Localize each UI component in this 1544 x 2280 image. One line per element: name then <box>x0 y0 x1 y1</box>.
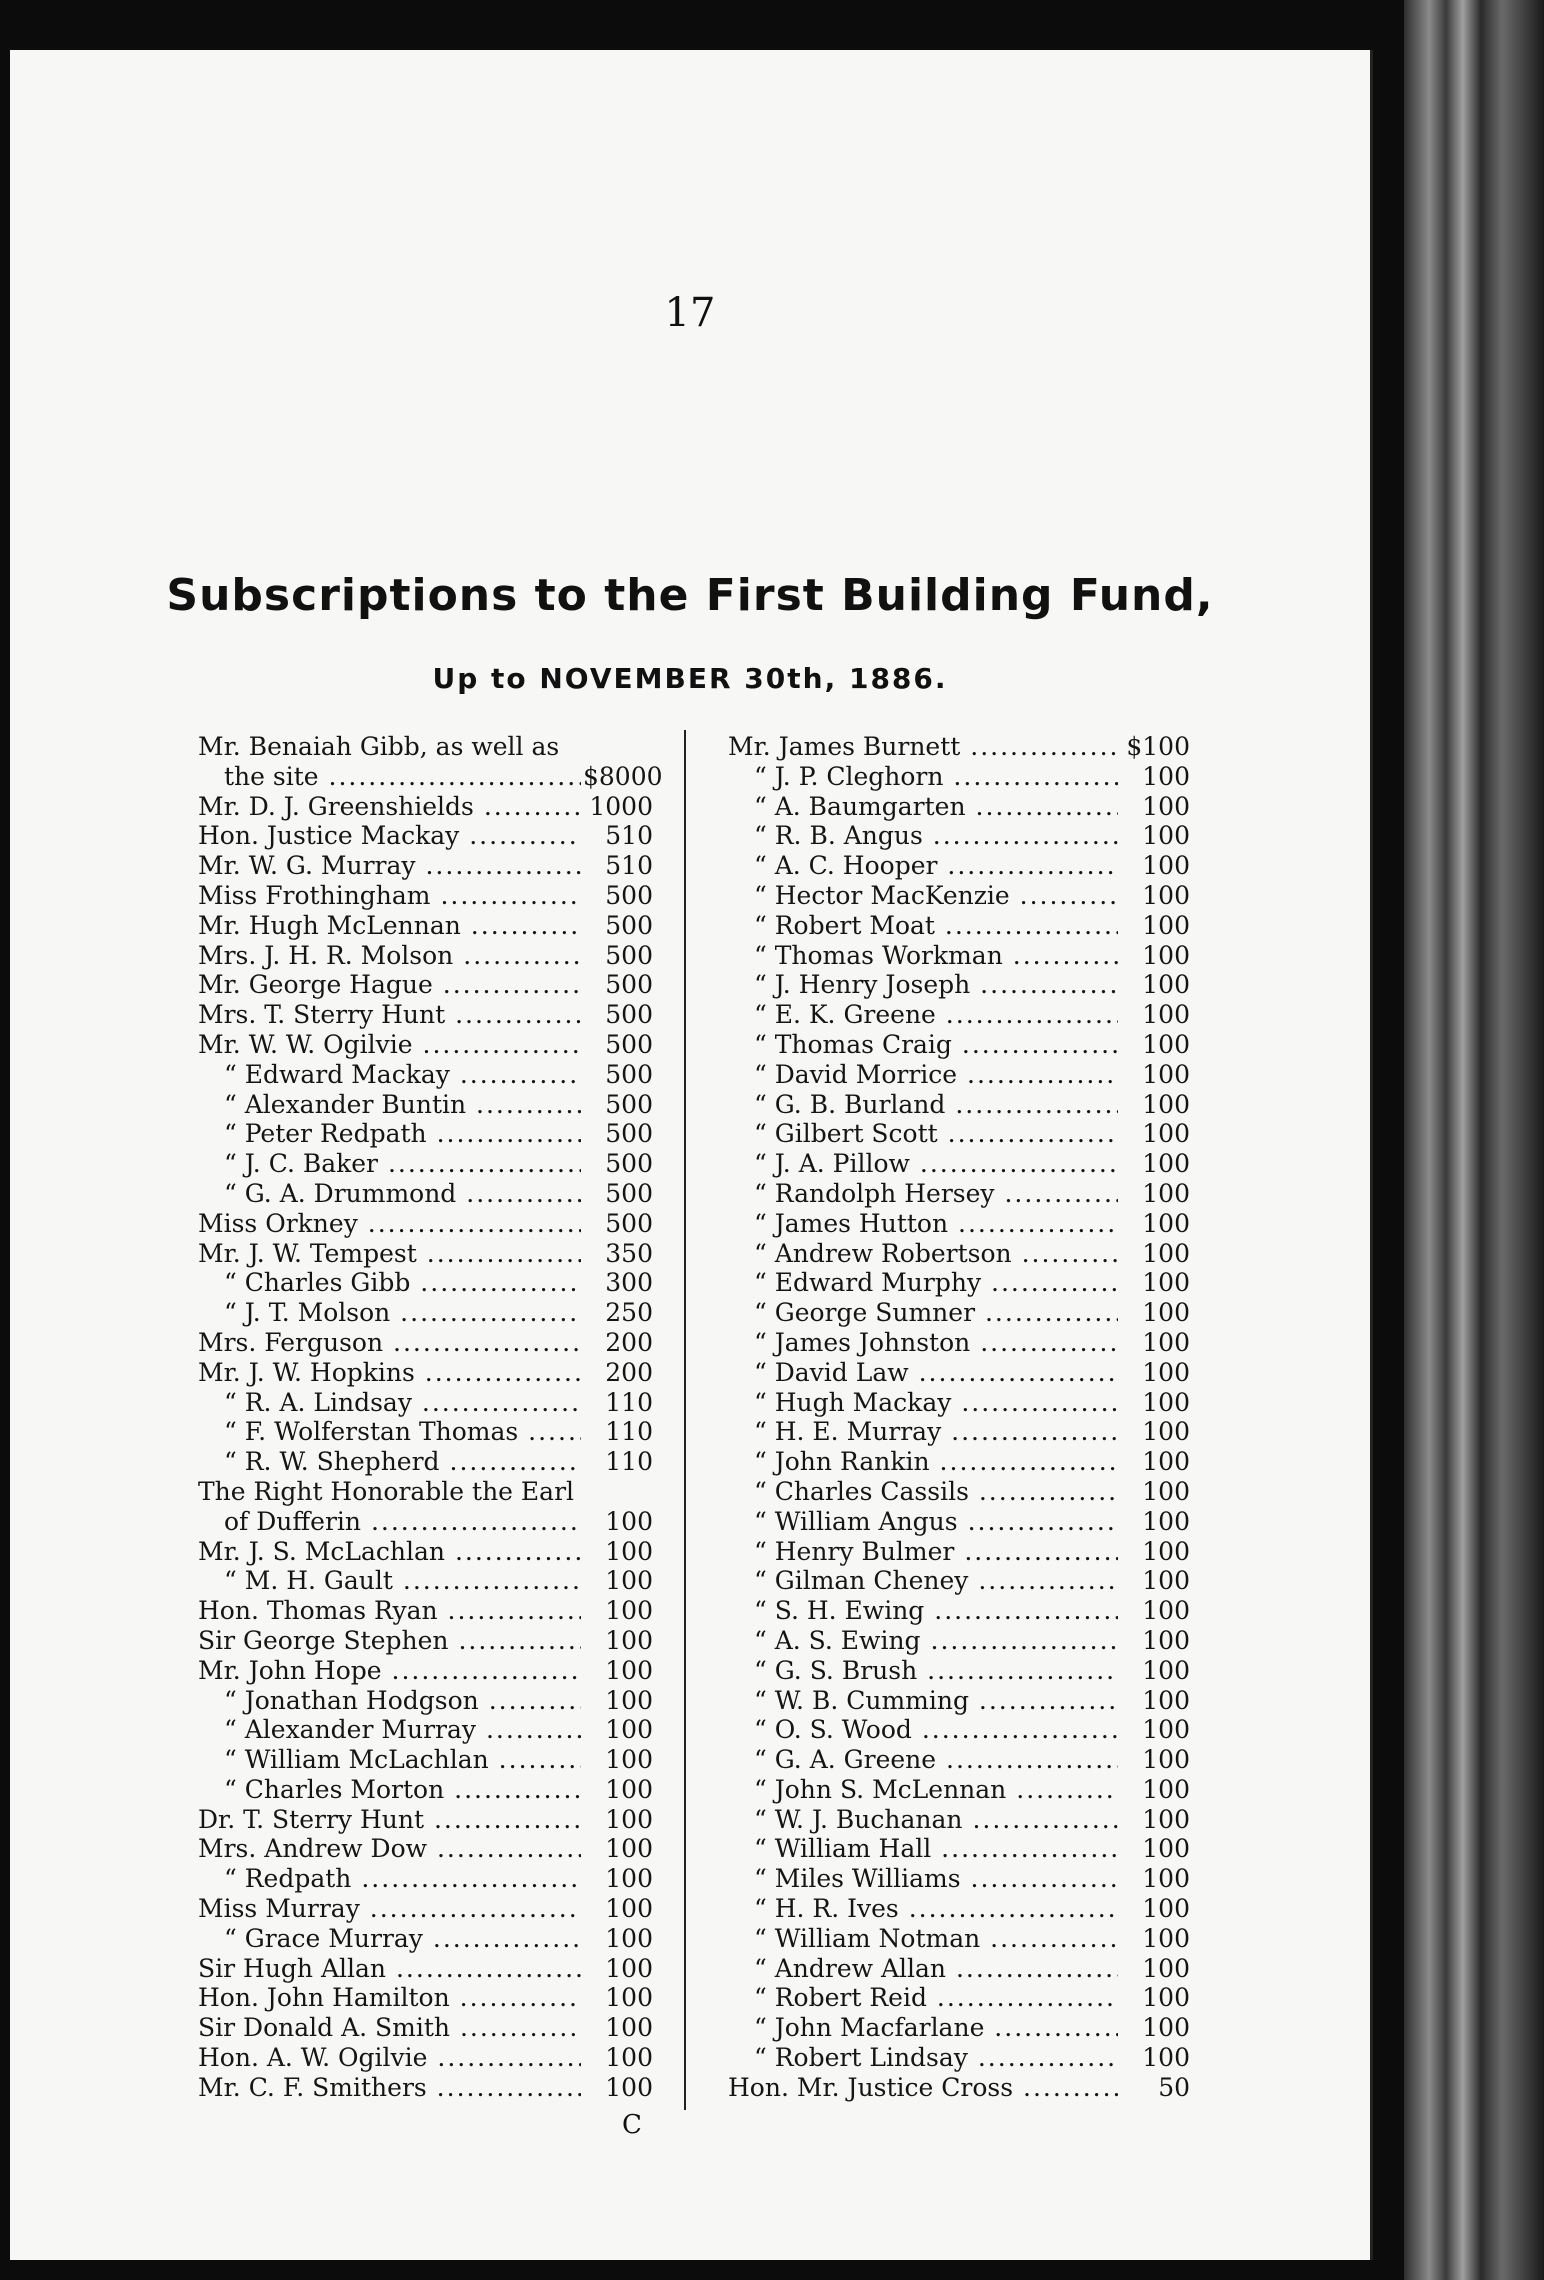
subscription-amount: $100 <box>1120 732 1190 762</box>
subscriber-name: Sir Hugh Allan ..... <box>198 1954 581 1984</box>
subscriber-name: “ O. S. Wood ..... <box>754 1715 1118 1745</box>
subscription-amount: 350 <box>583 1239 653 1269</box>
subscription-amount: 510 <box>583 821 653 851</box>
subscriber-row <box>728 2073 1190 2103</box>
subscriber-name: “ Robert Lindsay ..... <box>754 2043 1118 2073</box>
page-number: 17 <box>664 290 716 336</box>
subscriber-row <box>198 1090 653 1120</box>
subscription-amount: 100 <box>1120 1596 1190 1626</box>
subscriber-name: Hon. Justice Mackay ..... <box>198 821 581 851</box>
subscriber-name: Dr. T. Sterry Hunt ..... <box>198 1805 581 1835</box>
subscriber-name: “ R. B. Angus ..... <box>754 821 1118 851</box>
subscriber-name: “ Charles Morton ..... <box>224 1775 581 1805</box>
subscriber-row <box>198 1566 653 1596</box>
subscriber-name: “ Thomas Workman ..... <box>754 941 1118 971</box>
subscriber-row <box>198 1388 653 1418</box>
subscription-amount: 100 <box>583 1626 653 1656</box>
subscriber-name: “ Edward Murphy ..... <box>754 1268 1118 1298</box>
subscriber-row <box>728 1149 1190 1179</box>
subscriber-row <box>728 1894 1190 1924</box>
subscriber-row <box>728 821 1190 851</box>
subscription-amount: 250 <box>583 1298 653 1328</box>
subscriber-name: Mr. Benaiah Gibb, as well as <box>198 732 560 761</box>
subscriber-row <box>728 1090 1190 1120</box>
subscription-amount: 500 <box>583 1119 653 1149</box>
subscriber-row <box>728 1507 1190 1537</box>
subscriber-row <box>198 1328 653 1358</box>
subscriber-name: of Dufferin ..... <box>224 1507 581 1537</box>
subscription-amount: 100 <box>1120 1417 1190 1447</box>
subscriber-name: “ M. H. Gault ..... <box>224 1566 581 1596</box>
subscriber-row <box>728 1537 1190 1567</box>
subscriber-name: “ Randolph Hersey ..... <box>754 1179 1118 1209</box>
subscription-amount: 100 <box>1120 851 1190 881</box>
subscriber-row <box>728 1447 1190 1477</box>
subscription-amount: 100 <box>1120 970 1190 1000</box>
subscriber-row <box>198 761 663 792</box>
subscriber-name: “ G. B. Burland ..... <box>754 1090 1118 1120</box>
subscriber-row <box>728 1388 1190 1418</box>
subscription-amount: 100 <box>583 1596 653 1626</box>
subscriber-name: “ R. A. Lindsay ..... <box>224 1388 581 1418</box>
subscription-amount: 100 <box>583 1924 653 1954</box>
subscription-amount: 100 <box>1120 1656 1190 1686</box>
subscriber-name: Mr. C. F. Smithers ..... <box>198 2073 581 2103</box>
subscriber-name: “ R. W. Shepherd ..... <box>224 1447 581 1477</box>
subscriber-row <box>198 1656 653 1686</box>
subscription-amount: 100 <box>1120 1775 1190 1805</box>
subscriber-row <box>198 1954 653 1984</box>
subscriber-row <box>198 732 653 762</box>
subscription-amount: 100 <box>1120 1745 1190 1775</box>
subscriber-name: the site ..... <box>224 762 581 792</box>
subscriber-name: “ Charles Cassils ..... <box>754 1477 1118 1507</box>
subscriber-name: “ William McLachlan ..... <box>224 1745 581 1775</box>
subscription-amount: 100 <box>583 1715 653 1745</box>
subscriber-row <box>728 911 1190 941</box>
subscriber-name: Mr. George Hague ..... <box>198 970 581 1000</box>
subscriber-name: “ A. C. Hooper ..... <box>754 851 1118 881</box>
subscriber-row <box>728 732 1190 762</box>
subscription-amount: 200 <box>583 1328 653 1358</box>
subscription-amount: 1000 <box>583 792 653 822</box>
subscriber-name: Mr. W. W. Ogilvie ..... <box>198 1030 581 1060</box>
subscription-amount: 100 <box>583 1775 653 1805</box>
subscriber-name: Mr. J. W. Hopkins ..... <box>198 1358 581 1388</box>
subscription-amount: 50 <box>1120 2073 1190 2103</box>
subscription-amount: 100 <box>1120 1000 1190 1030</box>
subscriber-name: The Right Honorable the Earl <box>198 1476 575 1506</box>
subscriber-row <box>198 1924 653 1954</box>
subscriber-name: “ George Sumner ..... <box>754 1298 1118 1328</box>
subscriber-row <box>198 2013 653 2043</box>
subscriber-name: “ H. R. Ives ..... <box>754 1894 1118 1924</box>
signature-mark: C <box>622 2110 642 2140</box>
page-subtitle: Up to NOVEMBER 30th, 1886. <box>432 662 948 695</box>
subscription-amount: 100 <box>1120 2013 1190 2043</box>
subscription-amount: 100 <box>583 1745 653 1775</box>
subscriber-row <box>198 1775 653 1805</box>
subscriber-name: Mrs. Andrew Dow ..... <box>198 1834 581 1864</box>
subscriber-row <box>728 1268 1190 1298</box>
subscriber-row <box>198 1179 653 1209</box>
subscription-amount: 100 <box>1120 881 1190 911</box>
subscriber-name: Mr. James Burnett ..... <box>728 732 1118 762</box>
subscriber-list-left <box>198 732 663 2103</box>
subscription-amount: 100 <box>1120 1864 1190 1894</box>
subscriber-name: Mr. W. G. Murray ..... <box>198 851 581 881</box>
subscription-amount: 500 <box>583 1060 653 1090</box>
subscriber-name: Sir Donald A. Smith ..... <box>198 2013 581 2043</box>
subscription-amount: 500 <box>583 1030 653 1060</box>
subscription-amount: 100 <box>1120 1626 1190 1656</box>
subscriber-row <box>728 1477 1190 1507</box>
subscriber-row <box>728 1119 1190 1149</box>
column-divider <box>684 730 686 2110</box>
subscriber-row <box>198 1507 653 1537</box>
subscriber-name: Mr. J. S. McLachlan ..... <box>198 1537 581 1567</box>
subscriber-name: “ Andrew Robertson ..... <box>754 1239 1118 1269</box>
subscriber-row <box>198 851 653 881</box>
subscriber-row <box>728 1686 1190 1716</box>
subscriber-row <box>198 821 653 851</box>
subscription-amount: 100 <box>583 1864 653 1894</box>
subscription-amount: 100 <box>1120 1149 1190 1179</box>
subscription-amount: 100 <box>1120 1060 1190 1090</box>
subscription-amount: 100 <box>1120 1537 1190 1567</box>
subscriber-name: “ J. Henry Joseph ..... <box>754 970 1118 1000</box>
subscriber-row <box>198 1626 653 1656</box>
subscriber-row <box>728 762 1190 792</box>
subscriber-row <box>728 1775 1190 1805</box>
document-page <box>10 50 1373 2260</box>
subscription-amount: 100 <box>1120 1388 1190 1418</box>
subscriber-row <box>728 792 1190 822</box>
subscriber-row <box>198 1268 653 1298</box>
subscription-amount: 100 <box>583 1686 653 1716</box>
subscriber-name: “ Edward Mackay ..... <box>224 1060 581 1090</box>
subscription-amount: 100 <box>583 2073 653 2103</box>
subscriber-row <box>198 1805 653 1835</box>
subscription-amount: 100 <box>1120 1268 1190 1298</box>
subscriber-name: “ Alexander Murray ..... <box>224 1715 581 1745</box>
subscription-amount: 100 <box>1120 1328 1190 1358</box>
subscription-amount: 100 <box>1120 1358 1190 1388</box>
subscriber-name: “ Robert Reid ..... <box>754 1983 1118 2013</box>
subscriber-name: Hon. Thomas Ryan ..... <box>198 1596 581 1626</box>
subscription-amount: 100 <box>1120 762 1190 792</box>
subscription-amount: 100 <box>1120 1983 1190 2013</box>
subscriber-name: Mrs. T. Sterry Hunt ..... <box>198 1000 581 1030</box>
subscriber-row <box>198 1030 653 1060</box>
subscription-amount: 100 <box>1120 792 1190 822</box>
subscriber-name: Mr. J. W. Tempest ..... <box>198 1239 581 1269</box>
subscriber-name: “ Robert Moat ..... <box>754 911 1118 941</box>
subscriber-row <box>728 1805 1190 1835</box>
subscription-amount: 100 <box>583 1507 653 1537</box>
subscriber-row <box>728 1179 1190 1209</box>
subscriber-row <box>198 792 653 822</box>
subscriber-name: “ Grace Murray ..... <box>224 1924 581 1954</box>
subscriber-row <box>198 1864 653 1894</box>
subscriber-name: “ Gilman Cheney ..... <box>754 1566 1118 1596</box>
subscriber-name: “ E. K. Greene ..... <box>754 1000 1118 1030</box>
subscription-amount: 100 <box>583 1537 653 1567</box>
subscriber-row <box>728 1983 1190 2013</box>
subscription-amount: 100 <box>583 1954 653 1984</box>
subscription-amount: 300 <box>583 1268 653 1298</box>
subscription-amount: 100 <box>1120 1834 1190 1864</box>
subscription-amount: 510 <box>583 851 653 881</box>
subscriber-row <box>728 1417 1190 1447</box>
subscriber-name: “ S. H. Ewing ..... <box>754 1596 1118 1626</box>
subscription-amount: 500 <box>583 1149 653 1179</box>
subscriber-row <box>198 1149 653 1179</box>
subscription-amount: 100 <box>583 1983 653 2013</box>
subscription-amount: 100 <box>583 2043 653 2073</box>
subscription-amount: 500 <box>583 970 653 1000</box>
subscriber-name: “ J. T. Molson ..... <box>224 1298 581 1328</box>
subscription-amount: 100 <box>1120 941 1190 971</box>
subscriber-name: Hon. John Hamilton ..... <box>198 1983 581 2013</box>
subscriber-name: Miss Murray ..... <box>198 1894 581 1924</box>
subscription-amount: 500 <box>583 1209 653 1239</box>
subscriber-name: “ David Morrice ..... <box>754 1060 1118 1090</box>
subscriber-row <box>198 1715 653 1745</box>
subscriber-row <box>728 941 1190 971</box>
subscription-amount: 100 <box>583 1894 653 1924</box>
subscriber-row <box>728 1566 1190 1596</box>
subscriber-name: “ Miles Williams ..... <box>754 1864 1118 1894</box>
subscription-amount: 500 <box>583 1179 653 1209</box>
subscription-amount: 500 <box>583 1000 653 1030</box>
subscriber-name: “ A. Baumgarten ..... <box>754 792 1118 822</box>
subscriber-name: “ Jonathan Hodgson ..... <box>224 1686 581 1716</box>
subscription-amount: 100 <box>1120 1894 1190 1924</box>
subscription-amount: 100 <box>1120 1805 1190 1835</box>
subscriber-row <box>728 1239 1190 1269</box>
subscriber-name: Mrs. Ferguson ..... <box>198 1328 581 1358</box>
page-title: Subscriptions to the First Building Fund, <box>166 570 1214 621</box>
subscriber-name: “ G. A. Greene ..... <box>754 1745 1118 1775</box>
subscription-amount: 100 <box>1120 1030 1190 1060</box>
subscriber-row <box>198 1060 653 1090</box>
subscriber-row <box>198 1537 653 1567</box>
subscriber-name: “ W. B. Cumming ..... <box>754 1686 1118 1716</box>
subscription-amount: 500 <box>583 941 653 971</box>
subscription-amount: 200 <box>583 1358 653 1388</box>
subscriber-row <box>728 1924 1190 1954</box>
subscriber-row <box>198 1239 653 1269</box>
subscription-amount: 100 <box>1120 821 1190 851</box>
subscriber-row <box>198 1686 653 1716</box>
subscriber-row <box>728 2043 1190 2073</box>
subscription-amount: 100 <box>1120 1090 1190 1120</box>
subscriber-row <box>728 1715 1190 1745</box>
subscriber-name: “ David Law ..... <box>754 1358 1118 1388</box>
subscriber-row <box>198 1358 653 1388</box>
subscription-amount: 100 <box>583 1566 653 1596</box>
subscriber-row <box>728 1745 1190 1775</box>
subscriber-row <box>198 2073 653 2103</box>
subscriber-row <box>198 1209 653 1239</box>
subscriber-name: “ Hector MacKenzie ..... <box>754 881 1118 911</box>
subscriber-row <box>728 1626 1190 1656</box>
subscriber-row <box>198 1745 653 1775</box>
subscriber-name: Miss Orkney ..... <box>198 1209 581 1239</box>
subscriber-row <box>728 881 1190 911</box>
subscription-amount: 500 <box>583 1090 653 1120</box>
subscription-amount: 100 <box>583 1805 653 1835</box>
subscriber-name: “ John S. McLennan ..... <box>754 1775 1118 1805</box>
subscriber-row <box>728 1834 1190 1864</box>
subscriber-row <box>198 1298 653 1328</box>
subscriber-name: “ John Rankin ..... <box>754 1447 1118 1477</box>
subscriber-name: Mrs. J. H. R. Molson ..... <box>198 941 581 971</box>
subscriber-row <box>198 1596 653 1626</box>
subscriber-row <box>198 1894 653 1924</box>
subscription-amount: 100 <box>583 1834 653 1864</box>
subscriber-name: “ J. A. Pillow ..... <box>754 1149 1118 1179</box>
subscriber-list-right <box>728 732 1190 2103</box>
subscriber-name: “ Redpath ..... <box>224 1864 581 1894</box>
subscriber-row <box>198 941 653 971</box>
subscriber-row <box>728 1328 1190 1358</box>
subscriber-name: “ Alexander Buntin ..... <box>224 1090 581 1120</box>
subscriber-row <box>728 2013 1190 2043</box>
subscriber-name: Hon. A. W. Ogilvie ..... <box>198 2043 581 2073</box>
subscription-amount: 100 <box>1120 1954 1190 1984</box>
subscriber-name: “ A. S. Ewing ..... <box>754 1626 1118 1656</box>
subscriber-name: Mr. John Hope ..... <box>198 1656 581 1686</box>
subscriber-name: “ Andrew Allan ..... <box>754 1954 1118 1984</box>
subscriber-row <box>198 1447 653 1477</box>
subscription-amount: 100 <box>1120 1566 1190 1596</box>
subscription-amount: 100 <box>1120 911 1190 941</box>
subscriber-row <box>198 1000 653 1030</box>
subscriber-row <box>198 970 653 1000</box>
subscriber-row <box>198 1477 653 1507</box>
subscription-amount: 100 <box>1120 1298 1190 1328</box>
subscriber-row <box>728 1596 1190 1626</box>
subscriber-name: “ Gilbert Scott ..... <box>754 1119 1118 1149</box>
subscriber-row <box>728 1060 1190 1090</box>
subscriber-name: “ G. S. Brush ..... <box>754 1656 1118 1686</box>
subscriber-row <box>198 1834 653 1864</box>
subscriber-name: “ Thomas Craig ..... <box>754 1030 1118 1060</box>
subscriber-row <box>198 2043 653 2073</box>
subscriber-row <box>728 851 1190 881</box>
subscriber-row <box>728 1954 1190 1984</box>
subscription-amount: 100 <box>1120 2043 1190 2073</box>
subscription-amount: 100 <box>1120 1179 1190 1209</box>
subscriber-name: “ J. P. Cleghorn ..... <box>754 762 1118 792</box>
subscription-amount: 100 <box>1120 1447 1190 1477</box>
subscriber-name: “ Charles Gibb ..... <box>224 1268 581 1298</box>
subscriber-row <box>198 911 653 941</box>
book-page-edges <box>1404 0 1544 2280</box>
subscriber-row <box>198 1983 653 2013</box>
subscriber-row <box>728 1030 1190 1060</box>
subscriber-name: Miss Frothingham ..... <box>198 881 581 911</box>
subscriber-name: “ W. J. Buchanan ..... <box>754 1805 1118 1835</box>
subscription-amount: $8000 <box>583 761 663 791</box>
subscriber-name: “ James Johnston ..... <box>754 1328 1118 1358</box>
subscription-amount: 500 <box>583 881 653 911</box>
subscription-amount: 100 <box>1120 1119 1190 1149</box>
subscriber-name: “ F. Wolferstan Thomas ..... <box>224 1417 581 1447</box>
subscriber-name: “ William Notman ..... <box>754 1924 1118 1954</box>
subscriber-row <box>728 970 1190 1000</box>
subscription-amount: 500 <box>583 911 653 941</box>
subscriber-name: Sir George Stephen ..... <box>198 1626 581 1656</box>
subscriber-name: “ J. C. Baker ..... <box>224 1149 581 1179</box>
subscription-amount: 100 <box>1120 1507 1190 1537</box>
subscriber-name: “ G. A. Drummond ..... <box>224 1179 581 1209</box>
subscriber-name: “ William Hall ..... <box>754 1834 1118 1864</box>
subscriber-name: Mr. Hugh McLennan ..... <box>198 911 581 941</box>
subscription-amount: 100 <box>1120 1477 1190 1507</box>
subscriber-name: “ Hugh Mackay ..... <box>754 1388 1118 1418</box>
subscriber-row <box>728 1864 1190 1894</box>
subscription-amount: 100 <box>1120 1924 1190 1954</box>
subscription-amount: 100 <box>1120 1686 1190 1716</box>
subscriber-row <box>728 1358 1190 1388</box>
subscription-amount: 100 <box>1120 1715 1190 1745</box>
subscriber-row <box>728 1209 1190 1239</box>
subscription-amount: 110 <box>583 1388 653 1418</box>
subscriber-name: “ James Hutton ..... <box>754 1209 1118 1239</box>
subscriber-name: “ William Angus ..... <box>754 1507 1118 1537</box>
subscriber-name: “ Henry Bulmer ..... <box>754 1537 1118 1567</box>
subscriber-row <box>728 1298 1190 1328</box>
subscriber-name: Mr. D. J. Greenshields ..... <box>198 792 581 822</box>
subscriber-name: “ Peter Redpath ..... <box>224 1119 581 1149</box>
subscriber-row <box>198 1417 653 1447</box>
subscriber-row <box>728 1656 1190 1686</box>
subscription-amount: 100 <box>583 2013 653 2043</box>
subscription-amount: 110 <box>583 1447 653 1477</box>
subscriber-row <box>728 1000 1190 1030</box>
subscriber-row <box>198 881 653 911</box>
subscriber-name: Hon. Mr. Justice Cross ..... <box>728 2073 1118 2103</box>
subscription-amount: 100 <box>1120 1239 1190 1269</box>
subscription-amount: 100 <box>583 1656 653 1686</box>
subscriber-name: “ John Macfarlane ..... <box>754 2013 1118 2043</box>
subscriber-row <box>198 1119 653 1149</box>
subscription-amount: 100 <box>1120 1209 1190 1239</box>
subscriber-name: “ H. E. Murray ..... <box>754 1417 1118 1447</box>
subscription-amount: 110 <box>583 1417 653 1447</box>
